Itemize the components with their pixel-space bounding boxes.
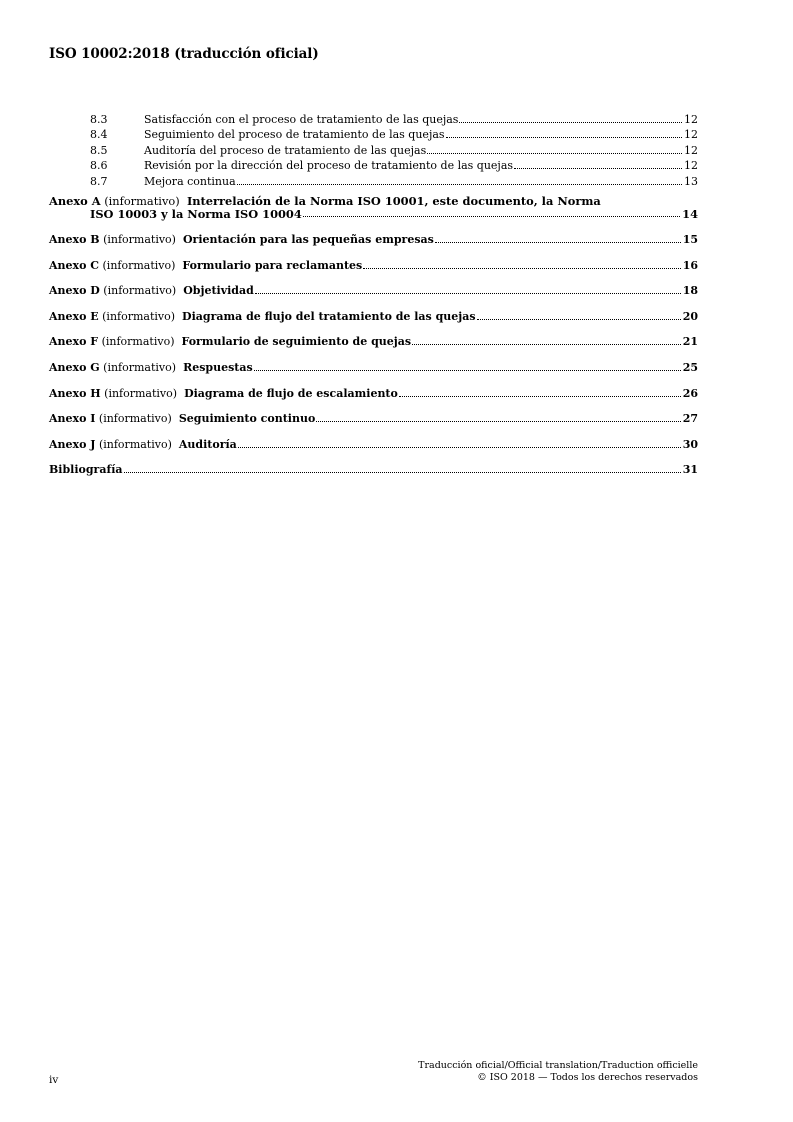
toc-entry-8-4[interactable] [49, 128, 698, 141]
annex-label: Anexo F [49, 335, 99, 349]
annex-title: Orientación para las pequeñas empresas [182, 232, 434, 246]
page-header-title: ISO 10002:2018 (traducción oficial) [49, 46, 319, 62]
annex-title-line2: ISO 10003 y la Norma ISO 10004 [90, 206, 302, 221]
annex-type: (informativo) [104, 386, 178, 400]
annex-title: Diagrama de flujo del tratamiento de las quejas [182, 309, 476, 323]
dot-leader [459, 122, 682, 123]
toc-title: Auditoría del proceso de tratamiento de las quejas [144, 143, 427, 157]
annex-label: Anexo B [49, 232, 100, 246]
toc-entry-8-3[interactable] [49, 113, 698, 126]
toc-entry-annex-j[interactable] [49, 438, 698, 451]
toc-entry-annex-c[interactable] [49, 259, 698, 272]
toc-page: 30 [682, 437, 698, 451]
dot-leader [124, 472, 681, 473]
dot-leader [316, 421, 680, 422]
toc-number: 8.5 [90, 143, 108, 157]
annex-label: Anexo D [49, 284, 100, 298]
annex-label: Anexo E [49, 309, 99, 323]
dot-leader [427, 153, 682, 154]
toc-title: Satisfacción con el proceso de tratamiento de las quejas [144, 113, 459, 126]
toc-page: 21 [682, 335, 698, 349]
footer-page-number: iv [49, 1074, 59, 1086]
toc-entry-annex-e[interactable] [49, 310, 698, 323]
annex-title: Objetividad [183, 284, 254, 298]
toc-page: 12 [684, 128, 698, 142]
annex-type: (informativo) [98, 412, 172, 426]
toc-number: 8.6 [90, 159, 108, 173]
dot-leader [254, 370, 681, 371]
annex-type: (informativo) [103, 360, 177, 374]
toc-page: 12 [684, 143, 698, 157]
dot-leader [363, 268, 680, 269]
annex-type: (informativo) [103, 232, 176, 246]
toc-title: Revisión por la dirección del proceso de tratamiento de las quejas [144, 159, 514, 173]
annex-type: (informativo) [98, 437, 172, 451]
dot-leader [446, 137, 682, 138]
dot-leader [238, 447, 681, 448]
toc-page: 12 [684, 113, 698, 126]
annex-label: Anexo H [49, 386, 101, 400]
toc-page: 14 [682, 206, 698, 221]
dot-leader [237, 184, 682, 185]
annex-title: Auditoría [178, 437, 237, 451]
annex-type: (informativo) [102, 309, 176, 323]
toc-page: 31 [682, 463, 698, 477]
annex-title: Diagrama de flujo de escalamiento [184, 386, 398, 400]
toc-page: 27 [682, 412, 698, 426]
annex-label: Anexo J [49, 437, 96, 451]
annex-title: Formulario para reclamantes [182, 258, 363, 272]
bibliography-title: Bibliografía [49, 463, 123, 477]
footer-copyright: © ISO 2018 — Todos los derechos reservados [477, 1072, 698, 1083]
annex-type: (informativo) [101, 335, 175, 349]
annex-title: Formulario de seguimiento de quejas [181, 335, 412, 349]
annex-label: Anexo I [49, 412, 96, 426]
footer-notice [418, 1060, 698, 1084]
toc-page: 25 [682, 360, 698, 374]
toc-entry-annex-b[interactable] [49, 233, 698, 246]
annex-label: Anexo C [49, 258, 100, 272]
toc-page: 13 [684, 174, 698, 188]
toc-number: 8.3 [90, 113, 108, 126]
toc-page: 12 [684, 159, 698, 173]
toc-entry-annex-d[interactable] [49, 284, 698, 297]
annex-title-line1: Interrelación de la Norma ISO 10001, este documento, la Norma [186, 193, 601, 208]
dot-leader [435, 242, 681, 243]
annex-label: Anexo G [49, 360, 100, 374]
toc-page: 15 [682, 232, 698, 246]
toc-page: 26 [682, 386, 698, 400]
toc-entry-bibliography[interactable] [49, 463, 698, 476]
toc-page: 18 [682, 284, 698, 298]
dot-leader [412, 344, 681, 345]
dot-leader [477, 319, 681, 320]
toc-title: Seguimiento del proceso de tratamiento de las quejas [144, 128, 445, 142]
toc-title: Mejora continua [144, 174, 236, 188]
dot-leader [255, 293, 681, 294]
toc-entry-8-7[interactable] [49, 175, 698, 188]
dot-leader [303, 216, 680, 217]
footer-translation-note: Traducción oficial/Official translation/Traduction officielle [418, 1060, 698, 1071]
toc-page: 20 [682, 309, 698, 323]
toc-page: 16 [682, 258, 698, 272]
dot-leader [399, 396, 681, 397]
toc-entry-8-6[interactable] [49, 159, 698, 172]
annex-title: Respuestas [183, 360, 253, 374]
dot-leader [514, 168, 682, 169]
annex-type: (informativo) [102, 258, 176, 272]
toc-entry-annex-g[interactable] [49, 361, 698, 374]
toc-entry-annex-i[interactable] [49, 412, 698, 425]
toc-number: 8.7 [90, 174, 108, 188]
annex-type: (informativo) [104, 193, 180, 208]
toc-entry-annex-a[interactable] [49, 195, 698, 221]
table-of-contents [49, 113, 698, 476]
annex-label: Anexo A [49, 193, 101, 208]
annex-title: Seguimiento continuo [178, 412, 316, 426]
toc-entry-8-5[interactable] [49, 144, 698, 157]
toc-entry-annex-h[interactable] [49, 387, 698, 400]
annex-type: (informativo) [103, 284, 177, 298]
toc-entry-annex-f[interactable] [49, 335, 698, 348]
toc-number: 8.4 [90, 128, 108, 142]
